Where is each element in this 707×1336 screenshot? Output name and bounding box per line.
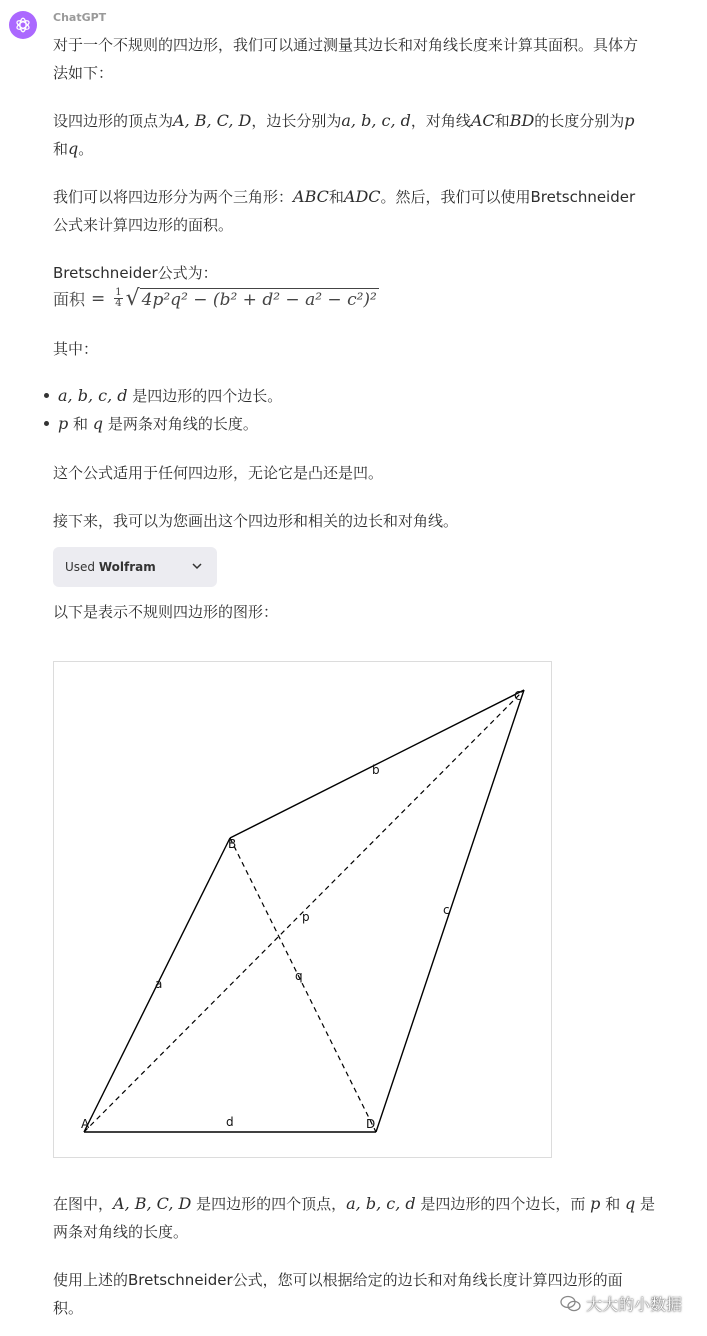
setup-and: 和	[494, 112, 510, 130]
openai-logo-icon	[14, 16, 32, 34]
formula-fraction	[114, 288, 122, 309]
setup-text-2: ，边长分别为	[251, 112, 342, 130]
vertex-label-d: D	[366, 1117, 376, 1131]
setup-vertices: A, B, C, D	[173, 111, 252, 130]
watermark	[560, 1292, 682, 1315]
formula-frac-num: 1	[115, 287, 122, 298]
setup-paragraph	[53, 107, 681, 163]
conclusion-text-1: 在图中，	[53, 1195, 114, 1213]
intro-line-2: 法如下：	[53, 64, 114, 82]
split-abc: ABC	[293, 187, 329, 206]
bullet-diagonals	[58, 410, 686, 438]
conclusion-sides: a, b, c, d	[346, 1194, 416, 1213]
split-text-2: 。然后，我们可以使用Bretschneider	[380, 188, 636, 206]
setup-text-1: 设四边形的顶点为	[53, 112, 174, 130]
setup-text-3: ，对角线	[410, 112, 471, 130]
split-adc: ADC	[343, 187, 381, 206]
diagonal-q	[230, 838, 376, 1132]
split-line-2: 公式来计算四边形的面积。	[53, 216, 234, 234]
bullet-q: q	[92, 414, 104, 433]
bullet-sides	[58, 382, 686, 410]
bullet-diagonals-text: 是两条对角线的长度。	[103, 415, 258, 433]
sender-name: ChatGPT	[53, 11, 107, 24]
tool-used-label: Used	[65, 560, 96, 574]
sqrt-icon: √	[125, 286, 140, 311]
diagonal-label-q: q	[295, 969, 303, 983]
formula-heading: Bretschneider公式为：	[53, 264, 218, 282]
intro-paragraph	[53, 31, 681, 87]
conclusion-line-2: 两条对角线的长度。	[53, 1223, 189, 1241]
conclusion-q: q	[624, 1194, 636, 1213]
where-label: 其中：	[53, 340, 99, 358]
side-label-d: d	[226, 1115, 234, 1129]
vertex-label-b: B	[228, 837, 237, 851]
used-wolfram-button[interactable]	[53, 547, 217, 587]
setup-p: p	[624, 111, 635, 130]
intro-line-1: 对于一个不规则的四边形，我们可以通过测量其边长和对角线长度来计算其面积。具体方	[53, 36, 639, 54]
quadrilateral-figure	[53, 661, 552, 1158]
quadrilateral-diagram	[54, 662, 551, 1157]
applies-paragraph: 这个公式适用于任何四边形，无论它是凸还是凹。	[53, 464, 384, 482]
usage-line-1: 使用上述的Bretschneider公式，您可以根据给定的边长和对角线长度计算四边形的面	[53, 1271, 623, 1289]
usage-line-2: 积。	[53, 1299, 84, 1317]
formula-eq: =	[91, 288, 106, 309]
next-paragraph: 接下来，我可以为您画出这个四边形和相关的边长和对角线。	[53, 512, 459, 530]
split-and: 和	[328, 188, 344, 206]
bullet-and: 和	[68, 415, 93, 433]
bullet-dot	[44, 393, 49, 398]
setup-diagonal-ac: AC	[470, 111, 495, 130]
conclusion-text-2: 是四边形的四个顶点，	[191, 1195, 347, 1213]
diagonal-label-p: p	[302, 910, 310, 924]
conclusion-vertices: A, B, C, D	[113, 1194, 192, 1213]
figure-intro: 以下是表示不规则四边形的图形：	[53, 603, 279, 621]
chevron-down-icon	[191, 560, 203, 572]
bullet-sides-math: a, b, c, d	[58, 386, 128, 405]
conclusion-p: p	[590, 1194, 601, 1213]
setup-line2-and: 和	[53, 140, 69, 158]
conclusion-paragraph	[53, 1190, 681, 1246]
setup-diagonal-bd: BD	[509, 111, 535, 130]
split-text-1: 我们可以将四边形分为两个三角形：	[53, 188, 294, 206]
watermark-text: 大大的小数据	[586, 1295, 683, 1314]
vertex-label-c: C	[514, 689, 523, 703]
vertex-label-a: A	[81, 1117, 90, 1131]
tool-name: Wolfram	[98, 560, 156, 574]
conclusion-text-4: 和	[600, 1195, 625, 1213]
formula-lhs: 面积	[53, 290, 86, 309]
wechat-icon	[560, 1295, 582, 1313]
bullet-sides-text: 是四边形的四个边长。	[127, 387, 283, 405]
bretschneider-formula	[53, 286, 379, 311]
formula-frac-den: 4	[115, 298, 122, 309]
side-c	[376, 690, 524, 1132]
setup-q: q	[68, 139, 79, 158]
side-label-c: c	[443, 903, 450, 917]
bullet-dot	[44, 421, 49, 426]
side-label-a: a	[155, 977, 163, 991]
setup-line2-end: 。	[78, 140, 94, 158]
side-label-b: b	[372, 763, 380, 777]
split-paragraph	[53, 183, 681, 239]
bullet-p: p	[58, 414, 69, 433]
setup-text-4: 的长度分别为	[534, 112, 625, 130]
chatgpt-avatar	[9, 11, 37, 39]
setup-sides: a, b, c, d	[341, 111, 411, 130]
formula-radicand: 4p²q² − (b² + d² − a² − c²)²	[141, 289, 377, 310]
conclusion-text-5: 是	[635, 1195, 655, 1213]
conclusion-text-3: 是四边形的四个边长，而	[415, 1195, 591, 1213]
